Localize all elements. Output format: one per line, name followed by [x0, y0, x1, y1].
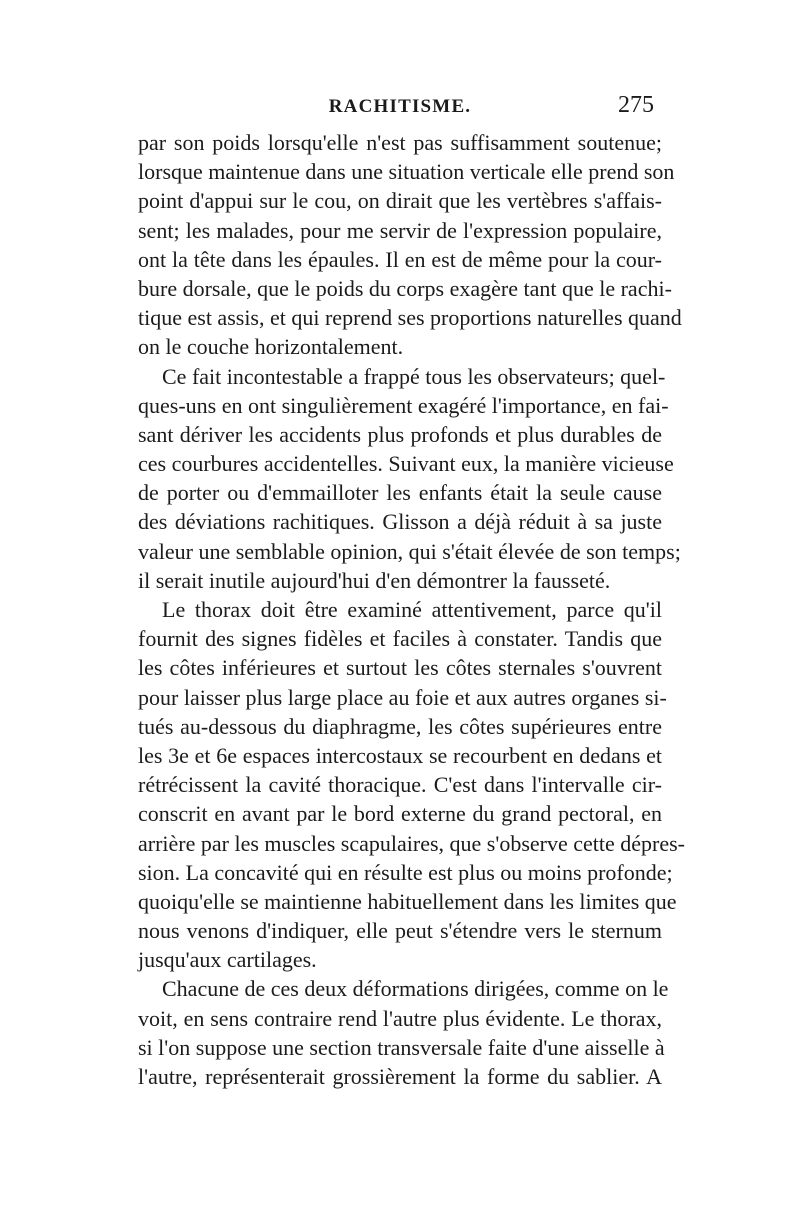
text-line: rétrécissent la cavité thoracique. C'est dans l'intervalle cir- [138, 772, 662, 798]
paragraph [138, 974, 669, 1091]
text-line: fournit des signes fidèles et faciles à constater. Tandis que [138, 626, 662, 652]
text-line: par son poids lorsqu'elle n'est pas suffisamment soutenue; [138, 130, 662, 155]
text-line: bure dorsale, que le poids du corps exagère tant que le rachi- [138, 275, 672, 301]
text-line: tués au-dessous du diaphragme, les côtes supérieures entre [138, 713, 662, 739]
paragraph [138, 128, 682, 362]
text-line: sion. La concavité qui en résulte est plus ou moins profonde; [138, 859, 673, 885]
text-line: des déviations rachitiques. Glisson a déjà réduit à sa juste [138, 509, 662, 535]
running-head: RACHITISME. [328, 96, 472, 117]
text-line: si l'on suppose une section transversale faite d'une aisselle à [138, 1034, 665, 1060]
text-line: valeur une semblable opinion, qui s'était élevée de son temps; [138, 538, 681, 564]
text-line: point d'appui sur le cou, on dirait que les vertèbres s'affais- [138, 188, 662, 214]
text-line: jusqu'aux cartilages. [138, 947, 317, 973]
text-line: de porter ou d'emmailloter les enfants était la seule cause [138, 480, 662, 506]
text-line: Chacune de ces deux déformations dirigées, comme on le [162, 976, 669, 1002]
page-number: 275 [618, 92, 654, 118]
text-line: arrière par les muscles scapulaires, que s'observe cette dépres- [138, 830, 685, 856]
page-header [138, 92, 662, 124]
text-line: les 3e et 6e espaces intercostaux se recourbent en dedans et [138, 742, 662, 768]
text-line: les côtes inférieures et surtout les côtes sternales s'ouvrent [138, 655, 662, 681]
text-line: on le couche horizontalement. [138, 334, 404, 360]
text-line: ont la tête dans les épaules. Il en est de même pour la cour- [138, 246, 662, 272]
body-text [138, 128, 685, 1091]
text-line: sant dériver les accidents plus profonds et plus durables de [138, 421, 662, 447]
paragraph [138, 362, 681, 596]
text-line: tique est assis, et qui reprend ses proportions naturelles quand [138, 305, 682, 331]
text-line: Le thorax doit être examiné attentivement, parce qu'il [162, 597, 662, 622]
text-line: sent; les malades, pour me servir de l'expression populaire, [138, 217, 662, 243]
text-line: pour laisser plus large place au foie et aux autres organes si- [138, 684, 667, 710]
text-line: nous venons d'indiquer, elle peut s'étendre vers le sternum [138, 918, 662, 944]
text-line: ces courbures accidentelles. Suivant eux, la manière vicieuse [138, 451, 674, 477]
text-line: ques-uns en ont singulièrement exagéré l'importance, en fai- [138, 392, 669, 418]
paragraph [138, 595, 685, 974]
text-line: l'autre, représenterait grossièrement la forme du sablier. A [138, 1064, 662, 1089]
text-line: quoiqu'elle se maintienne habituellement dans les limites que [138, 888, 677, 914]
text-line: lorsque maintenue dans une situation verticale elle prend son [138, 159, 675, 185]
text-line: conscrit en avant par le bord externe du grand pectoral, en [138, 801, 662, 827]
text-line: Ce fait incontestable a frappé tous les observateurs; quel- [162, 363, 666, 389]
text-line: il serait inutile aujourd'hui d'en démontrer la fausseté. [138, 567, 611, 593]
text-line: voit, en sens contraire rend l'autre plus évidente. Le thorax, [138, 1005, 662, 1031]
